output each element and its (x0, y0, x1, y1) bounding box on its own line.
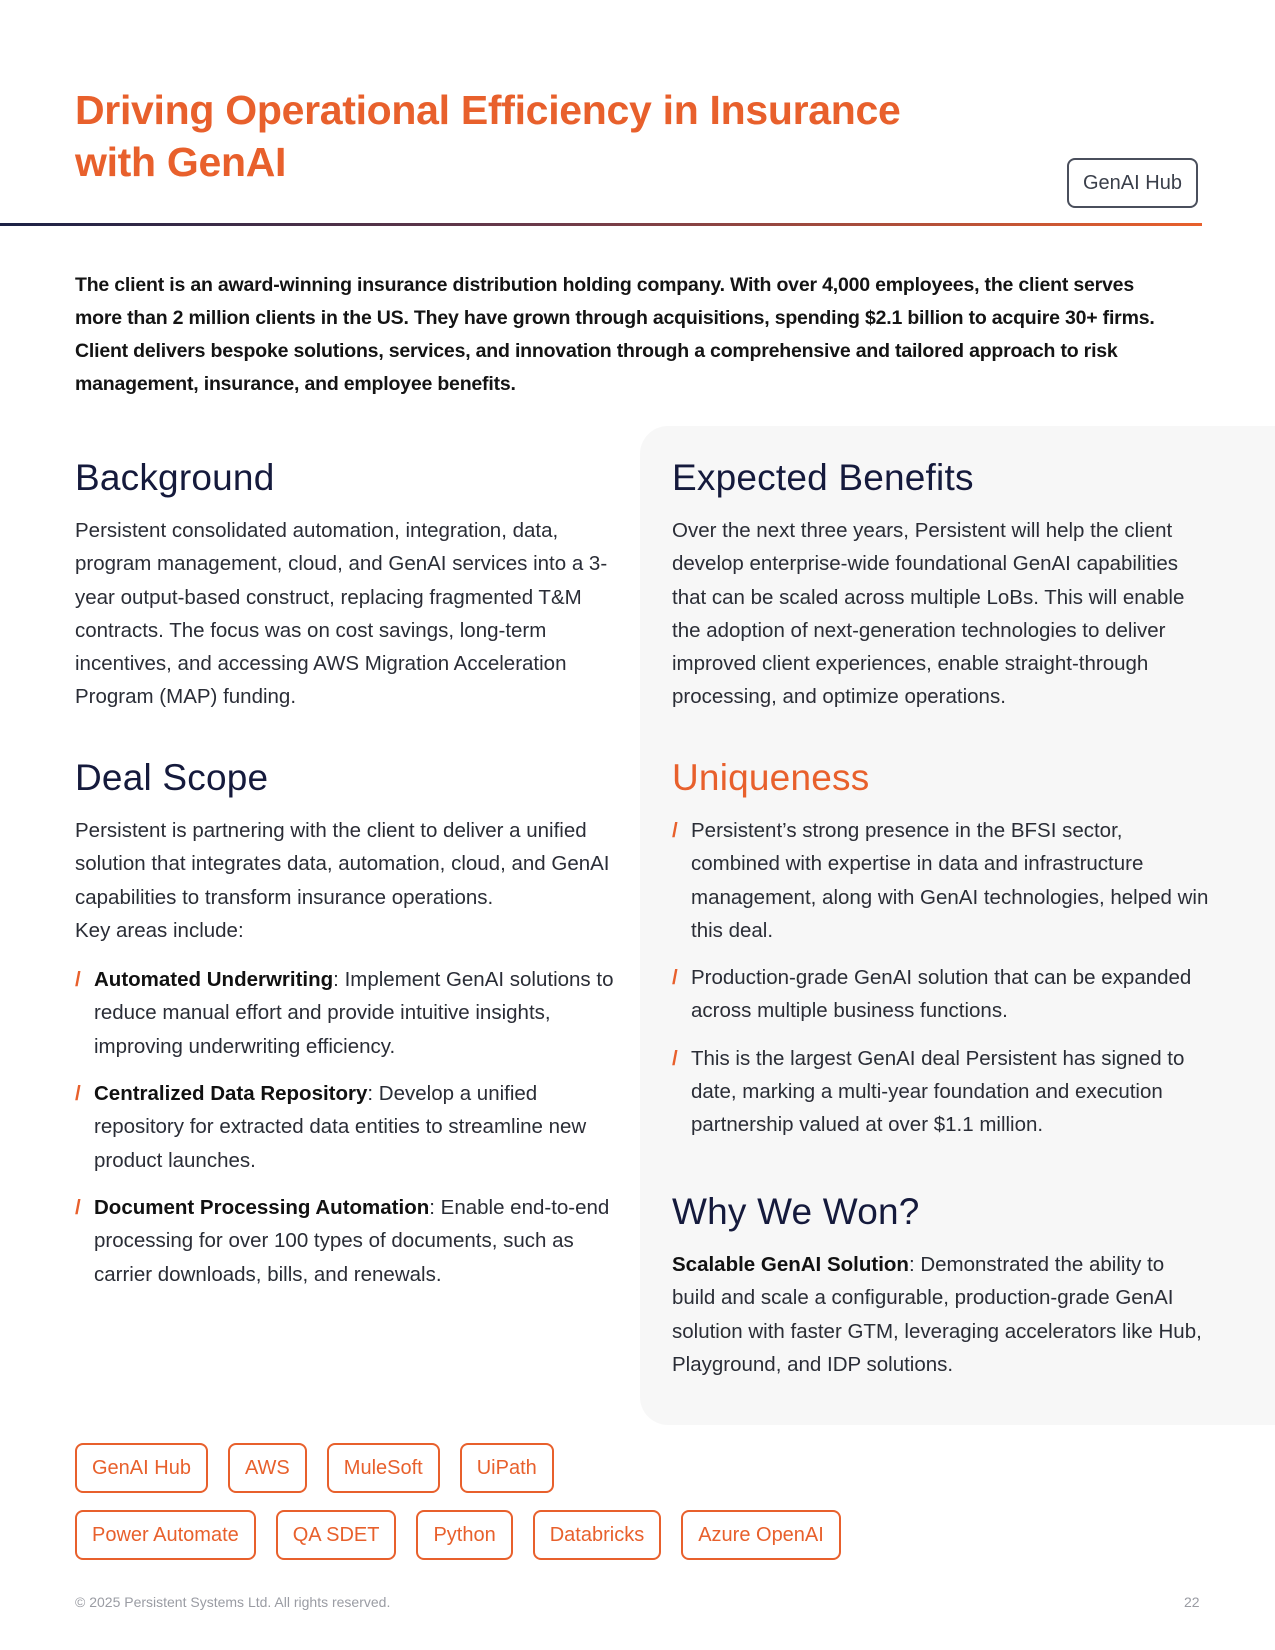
why-we-won-section (672, 1190, 1212, 1381)
why-we-won-text (672, 1248, 1212, 1381)
list-item-title: Centralized Data Repository (94, 1082, 368, 1106)
list-item-text: : Develop a unified repository for extracted data entities to streamline new product launches. (94, 1082, 587, 1172)
tag-uipath: UiPath (460, 1443, 554, 1493)
bullet-slash-icon: / (672, 1046, 678, 1070)
list-item (75, 1191, 620, 1291)
tag-power-automate: Power Automate (75, 1510, 256, 1560)
list-item (672, 961, 1212, 1028)
expected-benefits-heading: Expected Benefits (672, 457, 974, 498)
uniqueness-heading: Uniqueness (672, 757, 870, 798)
why-we-won-heading: Why We Won? (672, 1191, 920, 1232)
list-item (75, 1077, 620, 1177)
footer-copyright: © 2025 Persistent Systems Ltd. All rights reserved. (75, 1594, 391, 1610)
deal-scope-section (75, 756, 620, 1291)
background-heading: Background (75, 457, 275, 498)
bullet-slash-icon: / (672, 966, 678, 990)
uniqueness-section (672, 756, 1212, 1142)
tag-genai-hub: GenAI Hub (75, 1443, 208, 1493)
why-we-won-lead: Scalable GenAI Solution (672, 1253, 909, 1276)
bullet-slash-icon: / (75, 1195, 81, 1219)
list-item (672, 1042, 1212, 1142)
list-item-title: Document Processing Automation (94, 1195, 430, 1219)
list-item-text: Persistent’s strong presence in the BFSI sector, combined with expertise in data and infrastructure management, along with GenAI technologies, helped win this deal. (691, 819, 1209, 942)
list-item-text: : Enable end-to-end processing for over 100 types of documents, such as carrier downloads, bills, and renewals. (94, 1195, 610, 1286)
list-item (672, 814, 1212, 947)
page-number: 22 (1184, 1594, 1200, 1610)
tag-qa-sdet: QA SDET (276, 1510, 397, 1560)
list-item-text: Production-grade GenAI solution that can be expanded across multiple business functions. (691, 966, 1192, 1023)
background-text: Persistent consolidated automation, integration, data, program management, cloud, and GenAI services into a 3-year output-based construct, replacing fragmented T&M contracts. The focus was on cost savings, long-term incentives, and accessing AWS Migration Acceleration Program (MAP) funding. (75, 519, 608, 709)
bullet-slash-icon: / (75, 968, 81, 992)
bullet-slash-icon: / (672, 819, 678, 842)
intro-paragraph: The client is an award-winning insurance distribution holding company. With over 4,000 employees, the client serves more than 2 million clients in the US. They have grown through acquisitions, spending $2.1 billion to acquire 30+ firms. Client delivers bespoke solutions, services, and innovation through a comprehensive and tailored approach to risk management, insurance, and employee benefits. (75, 274, 1155, 395)
page-title (75, 84, 955, 188)
tag-mulesoft: MuleSoft (327, 1443, 440, 1493)
genai-hub-badge: GenAI Hub (1067, 158, 1198, 208)
tag-azure-openai: Azure OpenAI (681, 1510, 841, 1560)
page-title-line-2: with GenAI (75, 139, 287, 185)
list-item-title: Automated Underwriting (94, 968, 334, 992)
tag-row-2 (75, 1510, 841, 1560)
background-section (75, 456, 620, 714)
tag-python: Python (416, 1510, 512, 1560)
bullet-slash-icon: / (75, 1082, 81, 1106)
list-item (75, 963, 620, 1063)
header-divider (0, 223, 1202, 226)
why-we-won-detail: : Demonstrated the ability to build and scale a configurable, production-grade GenAI solution with faster GTM, leveraging accelerators like Hub, Playground, and IDP solutions. (672, 1253, 1202, 1376)
tag-row-1 (75, 1443, 554, 1493)
key-areas-label: Key areas include: (75, 918, 244, 942)
expected-benefits-text: Over the next three years, Persistent will help the client develop enterprise-wide foundational GenAI capabilities that can be scaled across multiple LoBs. This will enable the adoption of next-generation technologies to deliver improved client experiences, enable straight-through processing, and optimize operations. (672, 519, 1185, 709)
deal-scope-heading: Deal Scope (75, 757, 269, 798)
list-item-text: This is the largest GenAI deal Persistent has signed to date, marking a multi-year foundation and execution partnership valued at over $1.1 million. (691, 1046, 1185, 1137)
tag-databricks: Databricks (533, 1510, 661, 1560)
deal-scope-text: Persistent is partnering with the client to deliver a unified solution that integrates data, automation, cloud, and GenAI capabilities to transform insurance operations. (75, 819, 610, 909)
tag-aws: AWS (228, 1443, 307, 1493)
page-title-line-1: Driving Operational Efficiency in Insurance (75, 87, 901, 133)
expected-benefits-section (672, 456, 1212, 714)
list-item-text: : Implement GenAI solutions to reduce manual effort and provide intuitive insights, improving underwriting efficiency. (94, 968, 614, 1058)
